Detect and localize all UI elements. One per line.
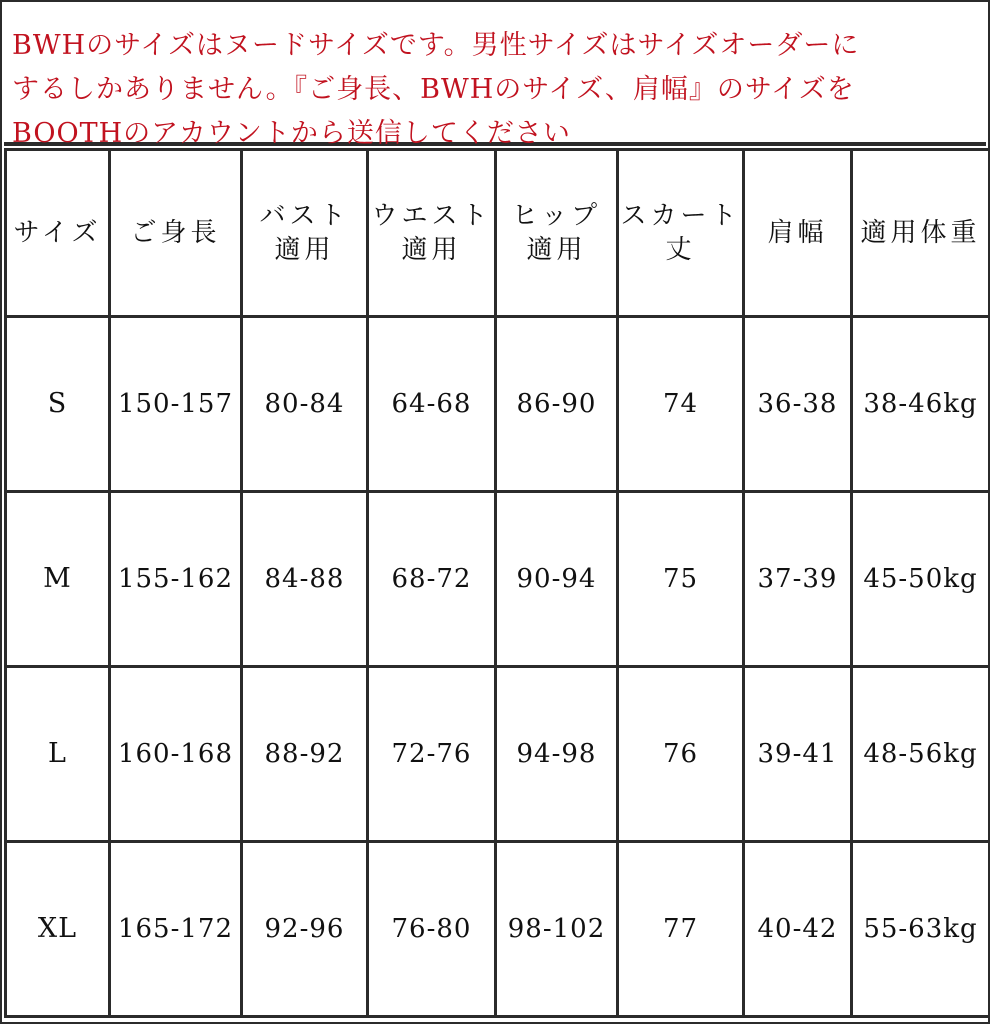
hip-cell: 94-98: [496, 667, 618, 842]
shoulder-width-cell: 36-38: [744, 317, 852, 492]
size-notice-line-2: するしかありません。『ご身長、BWHのサイズ、肩幅』のサイズを: [12, 74, 855, 105]
size-notice: [4, 4, 986, 149]
size-table-header-row: [6, 150, 990, 317]
size-cell: L: [6, 667, 110, 842]
size-row-l: [6, 667, 990, 842]
height-cell: 160-168: [110, 667, 242, 842]
header-size-line-1: サイズ: [13, 218, 102, 248]
header-weight: [852, 150, 990, 317]
hip-cell: 90-94: [496, 492, 618, 667]
header-height: [110, 150, 242, 317]
waist-cell: 68-72: [368, 492, 496, 667]
shoulder-width-cell: 37-39: [744, 492, 852, 667]
header-bust-line-1: バスト: [259, 201, 350, 231]
header-skirt-length: [618, 150, 744, 317]
header-skirt-length-line-1: スカート: [620, 201, 741, 231]
weight-cell: 55-63kg: [852, 842, 990, 1017]
height-cell: 165-172: [110, 842, 242, 1017]
hip-cell: 98-102: [496, 842, 618, 1017]
skirt-length-cell: 77: [618, 842, 744, 1017]
header-bust-line-2: 適用: [274, 235, 335, 265]
waist-cell: 72-76: [368, 667, 496, 842]
size-row-xl: [6, 842, 990, 1017]
height-cell: 155-162: [110, 492, 242, 667]
header-hip-line-2: 適用: [526, 235, 587, 265]
bust-cell: 92-96: [242, 842, 368, 1017]
height-cell: 150-157: [110, 317, 242, 492]
skirt-length-cell: 74: [618, 317, 744, 492]
skirt-length-cell: 75: [618, 492, 744, 667]
skirt-length-cell: 76: [618, 667, 744, 842]
header-waist-line-2: 適用: [401, 235, 462, 265]
header-size: [6, 150, 110, 317]
size-notice-line-1: BWHのサイズはヌードサイズです。男性サイズはサイズオーダーに: [12, 30, 860, 61]
bust-cell: 84-88: [242, 492, 368, 667]
header-hip: [496, 150, 618, 317]
waist-cell: 76-80: [368, 842, 496, 1017]
header-waist: [368, 150, 496, 317]
size-row-m: [6, 492, 990, 667]
size-cell: S: [6, 317, 110, 492]
shoulder-width-cell: 40-42: [744, 842, 852, 1017]
header-waist-line-1: ウエスト: [371, 201, 492, 231]
header-shoulder-width-line-1: 肩幅: [767, 218, 828, 248]
weight-cell: 45-50kg: [852, 492, 990, 667]
header-height-line-1: ご身長: [130, 218, 221, 248]
weight-cell: 38-46kg: [852, 317, 990, 492]
size-table: [4, 148, 990, 1018]
bust-cell: 88-92: [242, 667, 368, 842]
hip-cell: 86-90: [496, 317, 618, 492]
weight-cell: 48-56kg: [852, 667, 990, 842]
size-row-s: [6, 317, 990, 492]
shoulder-width-cell: 39-41: [744, 667, 852, 842]
size-cell: M: [6, 492, 110, 667]
header-shoulder-width: [744, 150, 852, 317]
header-weight-line-1: 適用体重: [860, 218, 981, 248]
size-cell: XL: [6, 842, 110, 1017]
header-skirt-length-line-2: 丈: [665, 235, 696, 265]
waist-cell: 64-68: [368, 317, 496, 492]
header-bust: [242, 150, 368, 317]
bust-cell: 80-84: [242, 317, 368, 492]
header-hip-line-1: ヒップ: [511, 201, 602, 231]
size-notice-line-3: BOOTHのアカウントから送信してください: [12, 118, 571, 149]
